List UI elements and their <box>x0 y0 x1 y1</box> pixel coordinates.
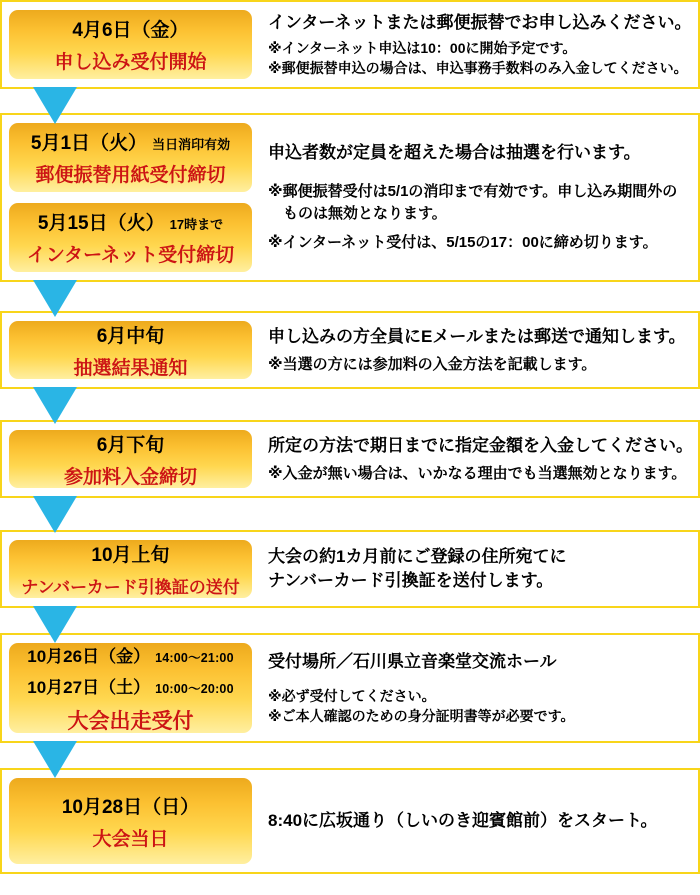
down-arrow-icon <box>33 87 77 124</box>
badge-title: 申し込み受付開始 <box>54 52 207 73</box>
badge-title: 参加料入金締切 <box>63 466 197 488</box>
step-payment-deadline <box>0 420 700 498</box>
badge-date-line <box>27 673 233 698</box>
step-description: 8:40に広坂通り（しいのき迎賓館前）をスタート。 <box>268 811 658 831</box>
arrow-gap <box>0 608 700 633</box>
badge-time: 14:00～21:00 <box>155 650 234 665</box>
badge-qualifier: 17時まで <box>169 217 224 232</box>
step-note: ※インターネット申込は10：00に開始予定です。 <box>268 39 577 56</box>
step-description: 受付場所／石川県立音楽堂交流ホール <box>268 651 557 671</box>
badge-date: 6月中旬 <box>96 325 165 347</box>
down-arrow-icon <box>33 741 77 778</box>
badge-date-line <box>31 128 230 155</box>
date-badge <box>9 643 252 733</box>
badge-column <box>9 123 252 272</box>
step-content <box>252 123 694 272</box>
step-content <box>252 643 694 733</box>
badge-date: 5月15日（火） <box>37 213 165 234</box>
step-content <box>252 540 694 598</box>
step-description: インターネットまたは郵便振替でお申し込みください。 <box>268 12 692 32</box>
badge-title: 郵便振替用紙受付締切 <box>35 165 226 186</box>
step-note: ※必ず受付してください。 <box>268 687 436 704</box>
down-arrow-icon <box>33 387 77 424</box>
arrow-gap <box>0 498 700 530</box>
step-description: 申し込みの方全員にEメールまたは郵送で通知します。 <box>268 326 686 346</box>
badge-date: 6月下旬 <box>96 434 165 456</box>
step-note: ※郵便振替受付は5/1の消印まで有効です。申し込み期間外の <box>268 183 678 201</box>
date-badge <box>9 430 252 488</box>
badge-date-line <box>38 208 223 235</box>
badge-time: 10:00～20:00 <box>155 681 234 696</box>
step-description: 大会の約1カ月前にご登録の住所宛てに <box>268 547 567 567</box>
step-note: ※当選の方には参加料の入金方法を記載します。 <box>268 355 597 373</box>
badge-date: 10月26日（金） <box>27 646 151 666</box>
badge-title: インターネット受付締切 <box>26 245 235 266</box>
step-content <box>252 430 694 488</box>
step-description: ナンバーカード引換証を送付します。 <box>268 571 554 590</box>
badge-date: 10月28日（日） <box>61 796 200 818</box>
badge-date-line <box>27 643 233 667</box>
date-badge <box>9 123 252 192</box>
date-badge <box>9 321 252 379</box>
step-note: ※入金が無い場合は、いかなる理由でも当選無効となります。 <box>268 464 687 482</box>
badge-date: 10月上旬 <box>91 545 170 566</box>
badge-title: 抽選結果通知 <box>73 357 188 379</box>
step-race-day <box>0 768 700 874</box>
arrow-gap <box>0 743 700 768</box>
arrow-gap <box>0 89 700 113</box>
badge-qualifier: 当日消印有効 <box>152 137 231 152</box>
step-content <box>252 10 694 79</box>
date-badge <box>9 10 252 79</box>
down-arrow-icon <box>33 496 77 533</box>
step-lottery-result <box>0 311 700 389</box>
date-badge <box>9 540 252 598</box>
step-note: ものは無効となります。 <box>283 205 447 223</box>
step-description: 所定の方法で期日までに指定金額を入金してください。 <box>268 435 693 455</box>
date-badge <box>9 778 252 864</box>
arrow-gap <box>0 282 700 311</box>
badge-date: 4月6日（金） <box>72 20 189 41</box>
step-number-card-voucher <box>0 530 700 608</box>
down-arrow-icon <box>33 280 77 317</box>
badge-date: 5月1日（火） <box>30 133 148 154</box>
step-application-deadlines <box>0 113 700 282</box>
step-content <box>252 321 694 379</box>
step-application-start <box>0 0 700 89</box>
badge-title: 大会当日 <box>92 828 169 850</box>
down-arrow-icon <box>33 606 77 643</box>
step-content <box>252 778 694 864</box>
step-race-checkin <box>0 633 700 743</box>
step-note: ※郵便振替申込の場合は、申込事務手数料のみ入金してください。 <box>268 59 688 76</box>
step-description: 申込者数が定員を超えた場合は抽選を行います。 <box>268 143 641 163</box>
step-note: ※ご本人確認のための身分証明書等が必要です。 <box>268 707 575 724</box>
arrow-gap <box>0 389 700 420</box>
badge-title: 大会出走受付 <box>67 709 194 733</box>
date-badge <box>9 203 252 272</box>
badge-title: ナンバーカード引換証の送付 <box>21 578 240 597</box>
badge-date: 10月27日（土） <box>27 677 151 697</box>
step-note: ※インターネット受付は、5/15の17：00に締め切ります。 <box>268 233 658 251</box>
